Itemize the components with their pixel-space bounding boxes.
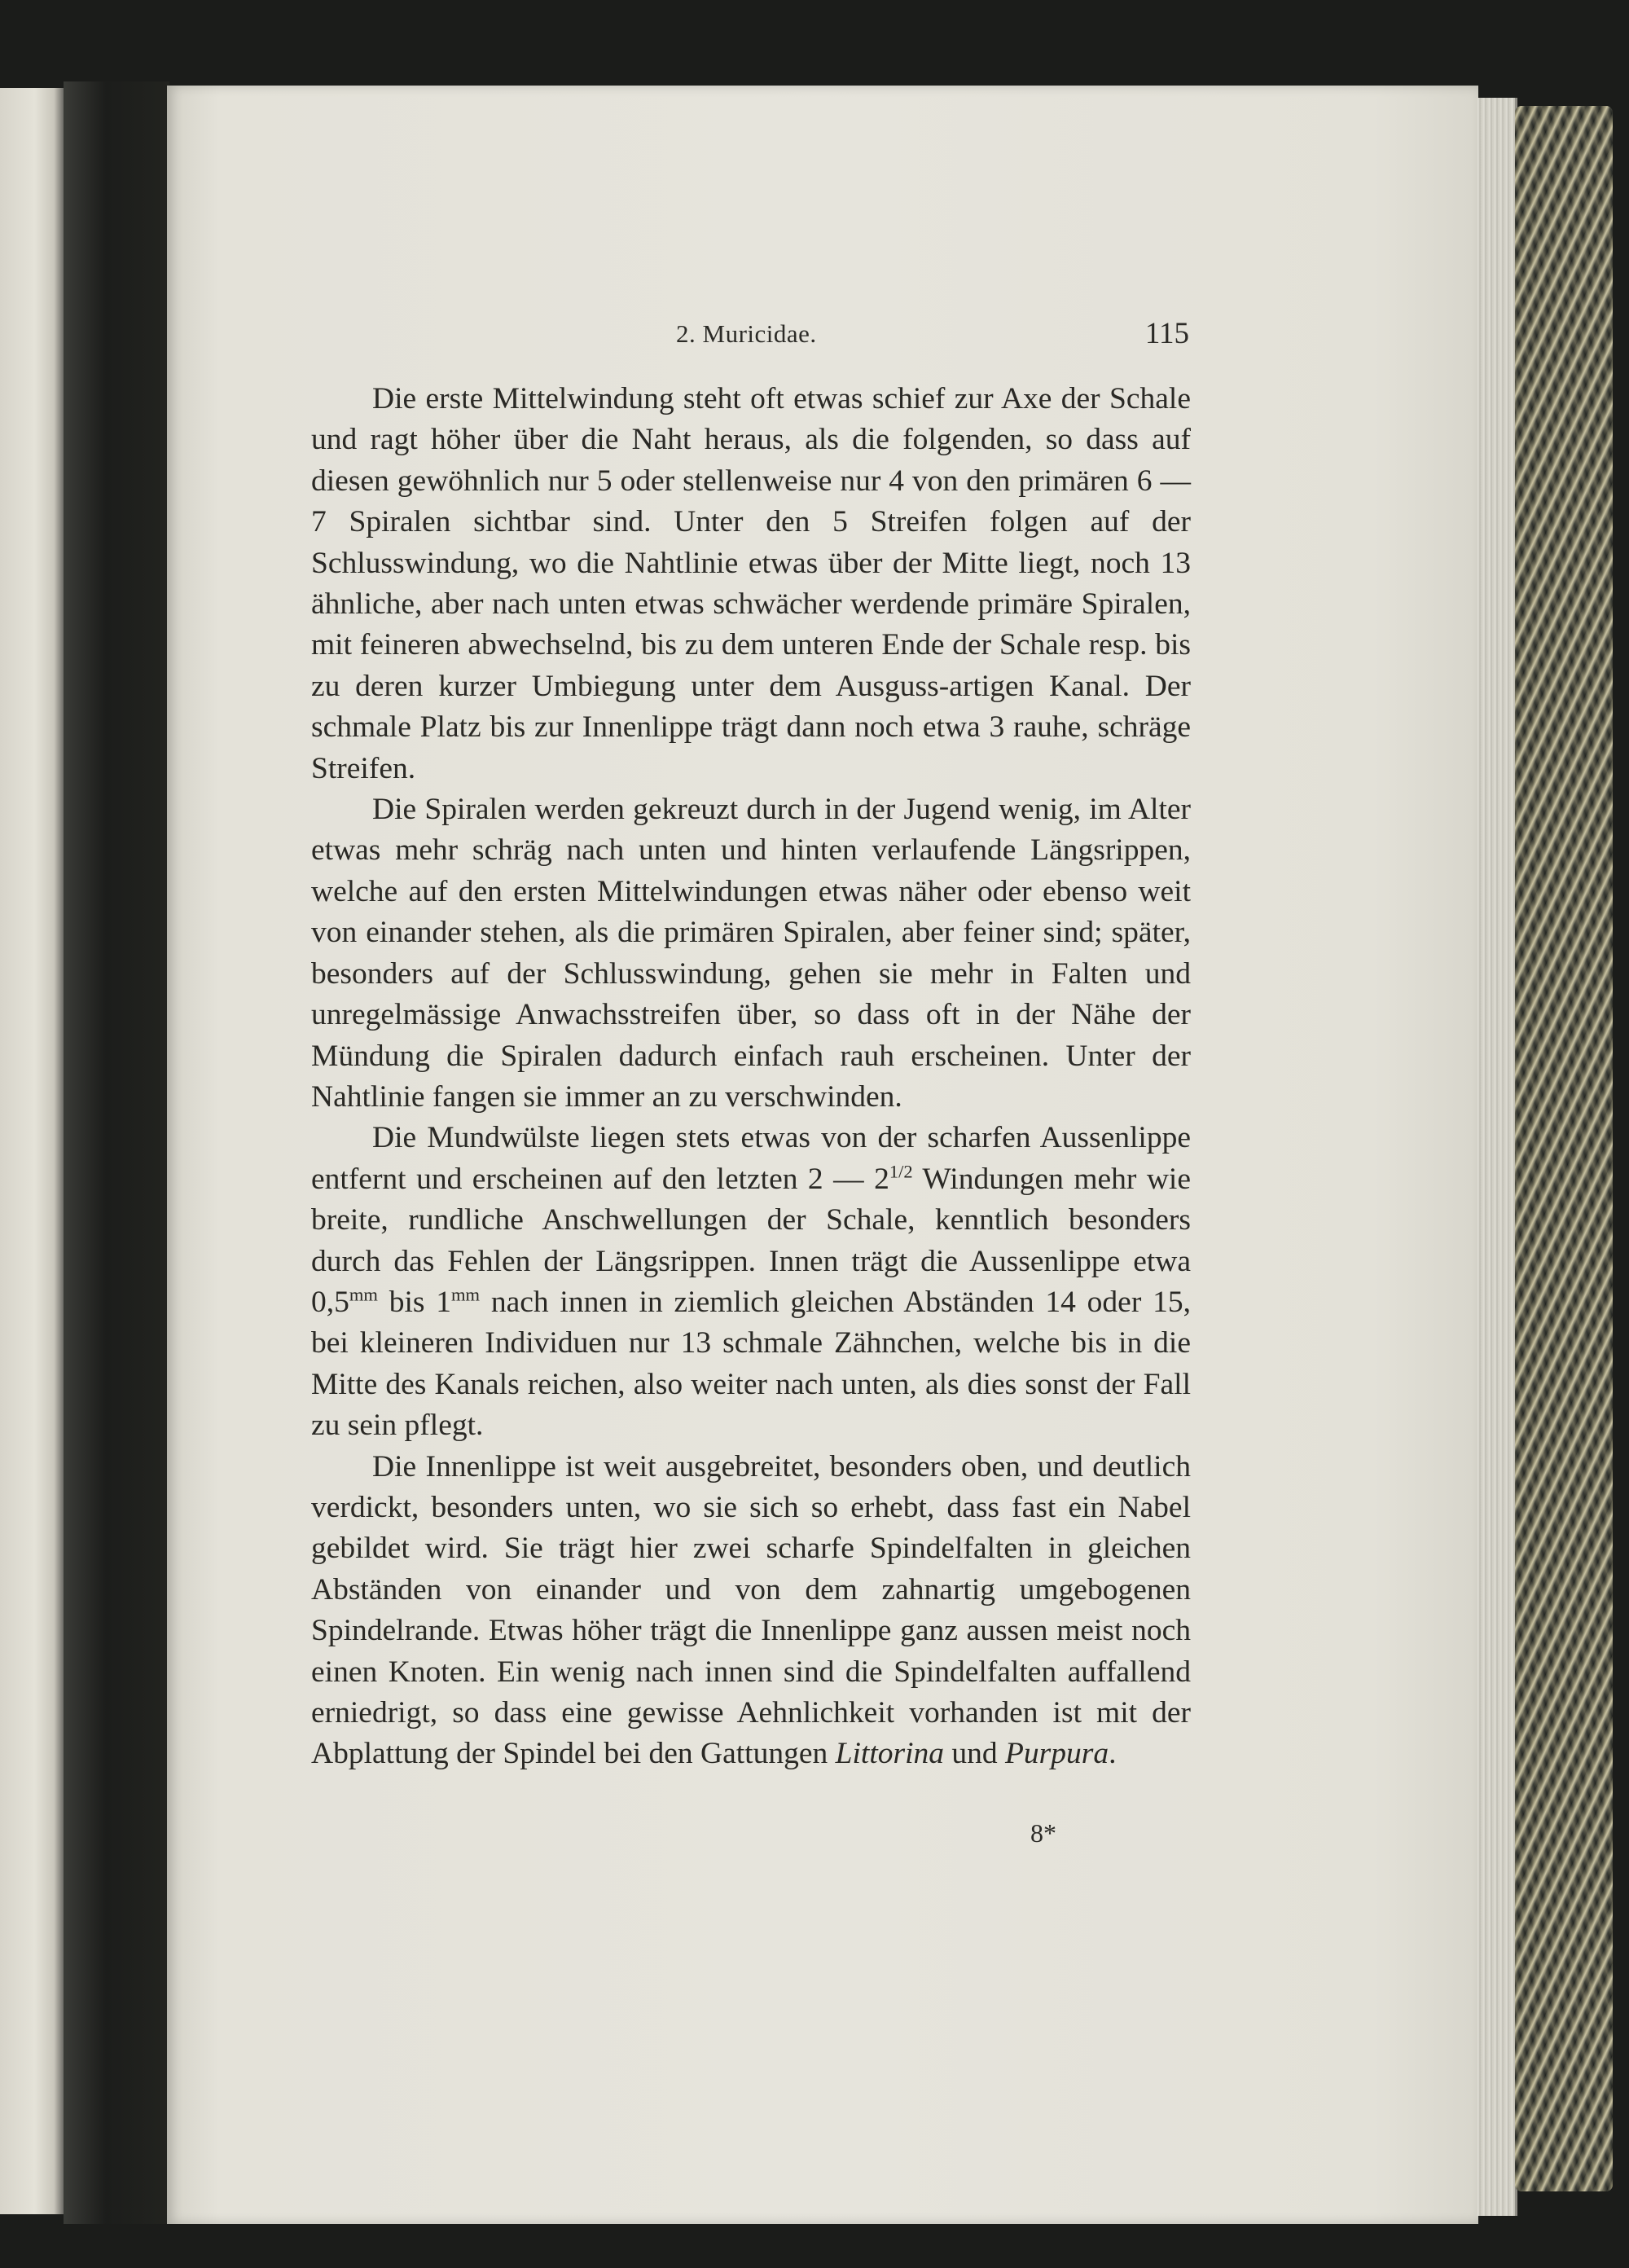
paragraph-4 bbox=[311, 1447, 1191, 1775]
paragraph-3-part-1: Die Mundwülste liegen stets etwas von der scharfen Aussenlippe entfernt und erscheinen auf den letzten 2 — 2 bbox=[311, 1121, 1191, 1196]
page-edges bbox=[1476, 98, 1517, 2216]
genus-littorina: Littorina bbox=[835, 1737, 944, 1771]
unit-millimetre: mm bbox=[451, 1284, 481, 1305]
paragraph-4-text: Die Innenlippe ist weit ausgebreitet, besonders oben, und deutlich verdickt, besonders unten, wo sie sich so erhebt, dass fast ein Nabel gebildet wird. Sie trägt hier zwei scharfe Spindelfalten in gleichen Abständen von einander und von dem zahnartig umgebogenen Spindelrande. Etwas höher trägt die Innenlippe ganz aussen meist noch einen Knoten. Ein wenig nach innen sind die Spindelfalten auffallend erniedrigt, so dass eine gewisse Aehnlichkeit vorhanden ist mit der Abplattung der Spindel bei den Gattungen bbox=[311, 1449, 1191, 1771]
running-head bbox=[310, 319, 1189, 360]
marbled-cover bbox=[1515, 106, 1613, 2191]
body-text bbox=[311, 379, 1191, 1775]
signature-mark: 8* bbox=[1030, 1818, 1056, 1848]
paragraph-4-end: . bbox=[1109, 1737, 1117, 1771]
page-number: 115 bbox=[1144, 317, 1189, 350]
paragraph-3-part-3: bis 1 bbox=[377, 1285, 452, 1319]
paragraph-1: Die erste Mittelwindung steht oft etwas schief zur Axe der Schale und ragt höher über die Naht heraus, als die folgenden, so dass auf diesen gewöhnlich nur 5 oder stellenweise nur 4 von den primären 6 — 7 Spiralen sichtbar sind. Unter den 5 Streifen folgen auf der Schlusswindung, wo die Nahtlinie etwas über der Mitte liegt, noch 13 ähnliche, aber nach unten etwas schwächer werdende primäre Spiralen, mit feineren abwechselnd, bis zu dem unteren Ende der Schale resp. bis zu deren kurzer Umbiegung unter dem Ausguss-artigen Kanal. Der schmale Platz bis zur Innenlippe trägt dann noch etwa 3 rauhe, schräge Streifen. bbox=[311, 382, 1191, 785]
paragraph-3 bbox=[311, 1118, 1191, 1446]
paragraph-4-connector: und bbox=[944, 1737, 1005, 1771]
genus-purpura: Purpura bbox=[1005, 1737, 1109, 1771]
paragraph-3-part-2: Windungen mehr wie breite, rundliche Anschwellungen der Schale, kenntlich besonders durch das Fehlen der Längsrippen. Innen trägt die Aussenlippe etwa 0,5 bbox=[311, 1162, 1191, 1319]
fraction-one-half: 1/2 bbox=[889, 1161, 913, 1182]
paragraph-2: Die Spiralen werden gekreuzt durch in der Jugend wenig, im Alter etwas mehr schräg nach unten und hinten verlaufende Längsrippen, welche auf den ersten Mittelwindungen etwas näher oder ebenso weit von einander stehen, als die primären Spiralen, aber feiner sind; später, besonders auf der Schlusswindung, gehen sie mehr in Falten und unregelmässige Anwachsstreifen über, so dass oft in der Nähe der Mündung die Spiralen dadurch einfach rauh erscheinen. Unter der Nahtlinie fangen sie immer an zu verschwinden. bbox=[311, 793, 1191, 1114]
unit-millimetre: mm bbox=[349, 1284, 378, 1305]
book-gutter bbox=[64, 81, 169, 2224]
section-title: 2. Muricidae. bbox=[676, 319, 817, 348]
paragraph-3-part-4: nach innen in ziemlich gleichen Abständen 14 oder 15, bei kleineren Individuen nur 13 schmale Zähnchen, welche bis in die Mitte des Kanals reichen, also weiter nach unten, als dies sonst der Fall zu sein pflegt. bbox=[311, 1285, 1191, 1443]
left-page-edge bbox=[0, 88, 64, 2214]
